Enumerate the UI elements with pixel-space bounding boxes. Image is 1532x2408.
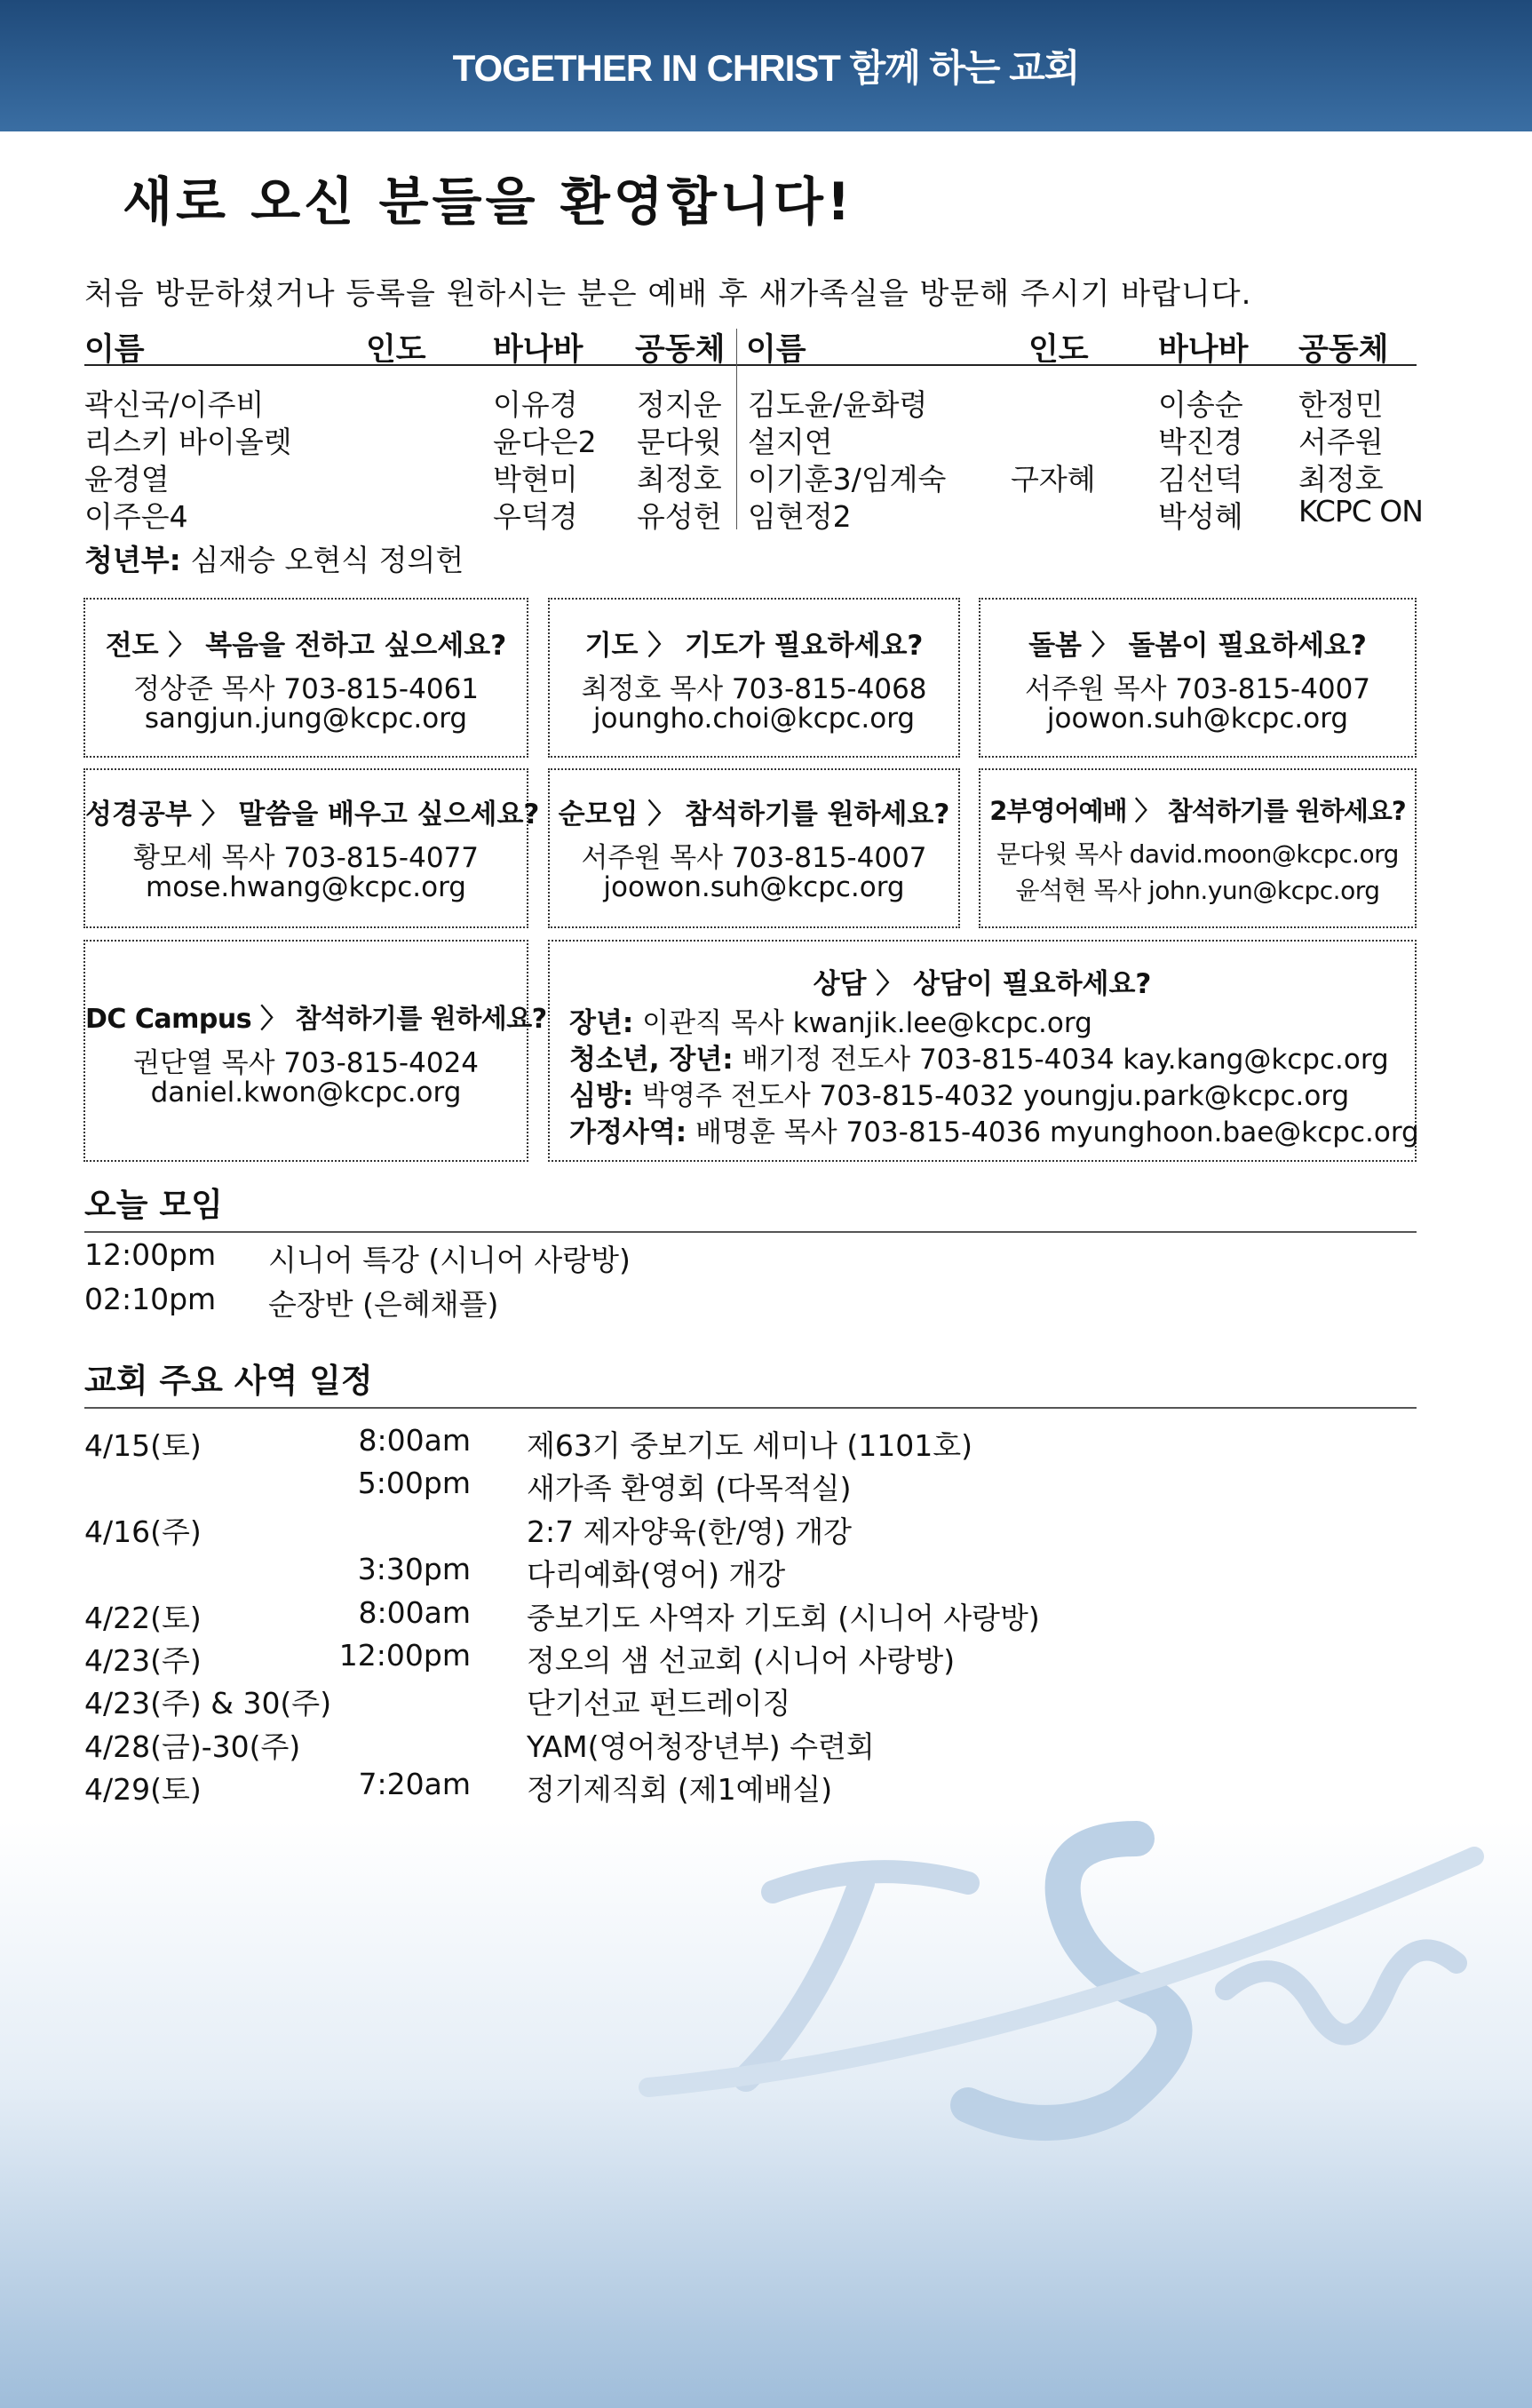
- meeting-desc: 시니어 특강 (시니어 사랑방): [268, 1243, 631, 1277]
- schedule-date: 4/29(토): [84, 1772, 202, 1808]
- schedule-date: 4/23(주) & 30(주): [84, 1686, 332, 1721]
- box-title: 2부영어예배 〉 참석하기를 원하세요?: [989, 796, 1406, 826]
- newcomer-cell: 임현정2: [748, 499, 852, 534]
- counsel-label: 청소년, 장년:: [569, 1044, 734, 1076]
- english-service-box: [979, 768, 1417, 928]
- header-barnabas: 바나바: [493, 332, 583, 368]
- newcomer-cell: 박진경: [1158, 425, 1243, 459]
- box-contact: 황모세 목사 703-815-4077: [132, 842, 480, 874]
- newcomer-cell: 구자혜: [1011, 462, 1096, 497]
- box-title: 전도 〉 복음을 전하고 싶으세요?: [105, 630, 507, 662]
- newcomer-cell: 박현미: [493, 462, 578, 497]
- box-contact: 권단열 목사 703-815-4024: [132, 1047, 480, 1079]
- evangelism-box: [83, 598, 528, 758]
- header-community: 공동체: [1298, 332, 1389, 368]
- box-email: daniel.kwon@kcpc.org: [150, 1077, 462, 1109]
- box-contact: 문다윗 목사 david.moon@kcpc.org: [996, 839, 1399, 869]
- counsel-text: 배명훈 목사 703-815-4036 myunghoon.bae@kcpc.org: [695, 1117, 1419, 1148]
- the-sent-watermark: [586, 1785, 1519, 2158]
- box-email: mose.hwang@kcpc.org: [146, 871, 466, 903]
- table-divider: [736, 329, 737, 529]
- schedule-time: 8:00am: [358, 1423, 471, 1458]
- meeting-time: 02:10pm: [84, 1282, 217, 1316]
- youth-names: 심재승 오현식 정의헌: [190, 543, 464, 577]
- newcomer-cell: 박성혜: [1158, 499, 1243, 534]
- schedule-desc: 정기제직회 (제1예배실): [527, 1772, 833, 1808]
- schedule-time: 5:00pm: [357, 1466, 471, 1501]
- newcomer-cell: 리스키 바이올렛: [84, 425, 292, 459]
- bible-study-box: [83, 768, 540, 928]
- box-title: 순모임 〉 참석하기를 원하세요?: [558, 799, 950, 830]
- counsel-label: 심방:: [569, 1080, 634, 1112]
- newcomer-cell: 이기훈3/임계숙: [748, 462, 947, 497]
- box-title: 성경공부 〉 말씀을 배우고 싶으세요?: [85, 799, 540, 830]
- box-contact: 서주원 목사 703-815-4007: [581, 842, 927, 874]
- box-email: joowon.suh@kcpc.org: [1046, 703, 1349, 735]
- box-email: joowon.suh@kcpc.org: [603, 871, 905, 903]
- counsel-line: [569, 1037, 1389, 1077]
- counsel-text: 배기정 전도사 703-815-4034 kay.kang@kcpc.org: [742, 1044, 1389, 1076]
- newcomer-cell: 정지운: [637, 387, 722, 422]
- box-title: 기도 〉 기도가 필요하세요?: [584, 630, 924, 662]
- schedule-date: 4/16(주): [84, 1514, 202, 1549]
- header-community: 공동체: [635, 332, 726, 368]
- counsel-text: 이관직 목사 kwanjik.lee@kcpc.org: [642, 1007, 1092, 1039]
- schedule-time: 7:20am: [358, 1767, 471, 1802]
- counsel-text: 박영주 전도사 703-815-4032 youngju.park@kcpc.org: [642, 1080, 1350, 1112]
- care-box: [979, 598, 1417, 758]
- header-barnabas: 바나바: [1158, 332, 1249, 368]
- header-name: 이름: [84, 332, 145, 368]
- schedule-desc: 다리예화(영어) 개강: [527, 1557, 786, 1593]
- newcomer-cell: 곽신국/이주비: [84, 387, 265, 422]
- schedule-date: 4/15(토): [84, 1428, 202, 1463]
- schedule-desc: 2:7 제자양육(한/영) 개강: [527, 1514, 852, 1549]
- schedule-desc: 제63기 중보기도 세미나 (1101호): [527, 1428, 972, 1463]
- schedule-desc: 단기선교 펀드레이징: [527, 1686, 791, 1721]
- the-sent-logo-icon: [586, 1785, 1519, 2158]
- box-title: 상담 〉 상담이 필요하세요?: [813, 968, 1152, 1000]
- newcomer-cell: 김도윤/윤화령: [748, 387, 928, 422]
- today-meetings-title: 오늘 모임: [84, 1178, 1417, 1233]
- welcome-intro: 처음 방문하셨거나 등록을 원하시는 분은 예배 후 새가족실을 방문해 주시기 바랍니다.: [84, 276, 1252, 312]
- counseling-box: [548, 940, 1417, 1162]
- counsel-line: [569, 1000, 1092, 1040]
- schedule-date: 4/23(주): [84, 1643, 202, 1678]
- box-contact: 정상준 목사 703-815-4061: [132, 673, 480, 705]
- meeting-desc: 순장반 (은혜채플): [268, 1287, 499, 1322]
- schedule-desc: 정오의 샘 선교회 (시니어 사랑방): [527, 1643, 956, 1678]
- box-email: joungho.choi@kcpc.org: [592, 703, 916, 735]
- newcomer-cell: 최정호: [1298, 462, 1384, 497]
- box-title: 돌봄 〉 돌봄이 필요하세요?: [1028, 630, 1367, 662]
- schedule-time: 8:00am: [358, 1594, 471, 1630]
- header-guide: 인도: [1028, 332, 1089, 368]
- schedule-title: 교회 주요 사역 일정: [84, 1354, 1417, 1409]
- header-guide: 인도: [366, 332, 426, 368]
- box-email: sangjun.jung@kcpc.org: [144, 703, 468, 735]
- header-name: 이름: [746, 332, 806, 368]
- meeting-time: 12:00pm: [84, 1237, 217, 1272]
- newcomer-cell: 유성헌: [637, 499, 722, 534]
- counsel-line: [569, 1073, 1349, 1113]
- newcomer-cell: 이유경: [493, 387, 578, 422]
- schedule-time: 12:00pm: [338, 1638, 471, 1673]
- newcomer-cell: 김선덕: [1158, 462, 1243, 497]
- schedule-desc: YAM(영어청장년부) 수련회: [527, 1729, 875, 1764]
- counsel-label: 가정사역:: [569, 1117, 687, 1148]
- box-contact: 최정호 목사 703-815-4068: [581, 673, 927, 705]
- schedule-desc: 중보기도 사역자 기도회 (시니어 사랑방): [527, 1600, 1040, 1635]
- newcomer-cell: 서주원: [1298, 425, 1384, 459]
- newcomer-cell: 윤다은2: [493, 425, 597, 459]
- youth-group-line: [84, 537, 464, 579]
- counsel-label: 장년:: [569, 1007, 634, 1039]
- box-contact: 서주원 목사 703-815-4007: [1024, 673, 1371, 705]
- schedule-desc: 새가족 환영회 (다목적실): [527, 1471, 852, 1506]
- counsel-line: [569, 1109, 1419, 1149]
- newcomer-cell: 이송순: [1158, 387, 1243, 422]
- newcomer-cell: KCPC ON: [1298, 494, 1423, 528]
- newcomer-cell: 한정민: [1298, 387, 1384, 422]
- newcomer-cell: 설지연: [748, 425, 833, 459]
- box-title: DC Campus 〉 참석하기를 원하세요?: [85, 1004, 547, 1035]
- small-group-box: [548, 768, 960, 928]
- box-contact: 윤석현 목사 john.yun@kcpc.org: [1015, 876, 1380, 905]
- newcomer-cell: 윤경열: [84, 462, 170, 497]
- newcomer-table-header: [84, 325, 1417, 366]
- prayer-box: [548, 598, 960, 758]
- newcomer-cell: 최정호: [637, 462, 722, 497]
- newcomer-cell: 이주은4: [84, 499, 188, 534]
- newcomer-cell: 우덕경: [493, 499, 578, 534]
- schedule-date: 4/28(금)-30(주): [84, 1729, 301, 1764]
- schedule-date: 4/22(토): [84, 1600, 202, 1635]
- schedule-time: 3:30pm: [357, 1552, 471, 1587]
- youth-label: 청년부:: [84, 543, 181, 577]
- welcome-title: 새로 오신 분들을 환영합니다!: [123, 171, 854, 232]
- header-banner: TOGETHER IN CHRIST 함께 하는 교회: [0, 0, 1532, 131]
- newcomer-cell: 문다윗: [637, 425, 722, 459]
- dc-campus-box: [83, 940, 547, 1162]
